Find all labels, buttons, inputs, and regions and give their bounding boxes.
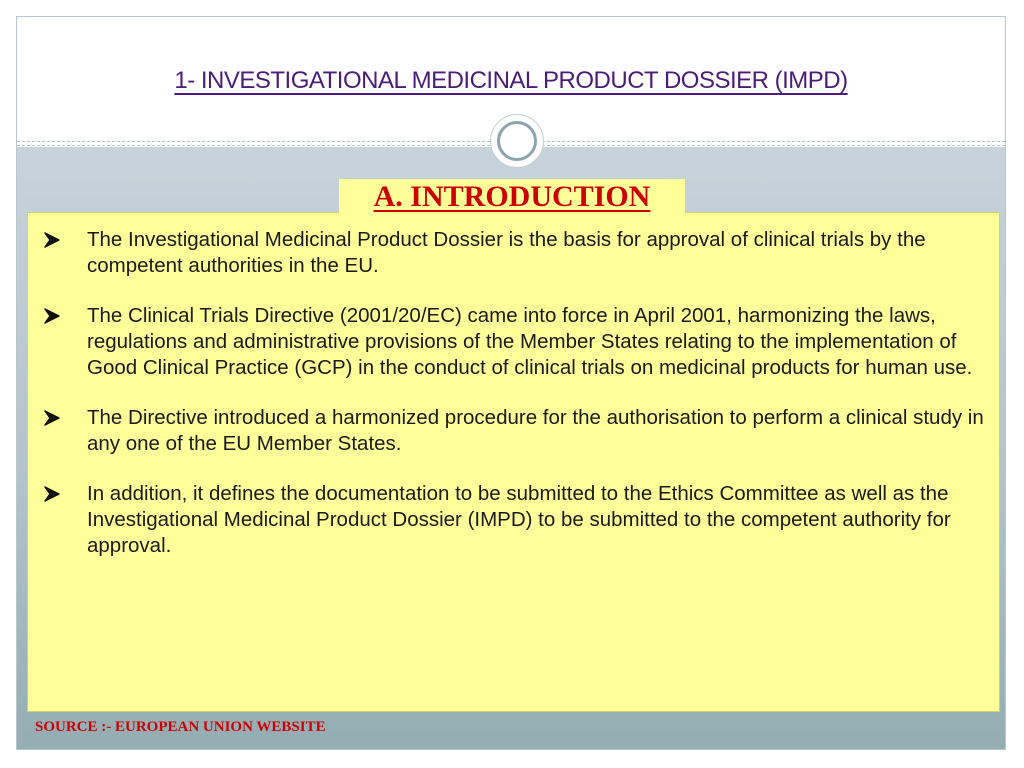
- bullet-item: [29, 303, 989, 381]
- circle-ornament-inner: [497, 121, 537, 161]
- bullet-item: [29, 405, 989, 457]
- bullet-item: [29, 481, 989, 559]
- slide: [16, 16, 1006, 750]
- slide-title: [17, 67, 1005, 95]
- source-note: SOURCE :- EUROPEAN UNION WEBSITE: [35, 719, 326, 735]
- bullet-text: The Clinical Trials Directive (2001/20/EC) came into force in April 2001, harmonizing the laws, regulations and administrative provisions of the Member States relating to the implementation of Good Clinical Practice (GCP) in the conduct of clinical trials on medicinal products for human use.: [87, 304, 973, 379]
- bullet-item: [29, 227, 989, 279]
- arrow-right-bullet-icon: [43, 408, 63, 428]
- arrow-right-bullet-icon: [43, 484, 63, 504]
- bullet-text: The Investigational Medicinal Product Dossier is the basis for approval of clinical trials by the competent authorities in the EU.: [87, 228, 926, 277]
- bullet-text: The Directive introduced a harmonized procedure for the authorisation to perform a clinical study in any one of the EU Member States.: [87, 406, 984, 455]
- bullet-text: In addition, it defines the documentation to be submitted to the Ethics Committee as well as the Investigational Medicinal Product Dossier (IMPD) to be submitted to the competent authority for approval.: [87, 482, 951, 557]
- circle-ornament-icon: [490, 114, 544, 168]
- arrow-right-bullet-icon: [43, 230, 63, 250]
- bullet-list: [29, 227, 989, 583]
- arrow-right-bullet-icon: [43, 306, 63, 326]
- slide-title-text: 1- INVESTIGATIONAL MEDICINAL PRODUCT DOSSIER (IMPD): [174, 67, 848, 94]
- section-heading: [339, 179, 685, 215]
- section-heading-text: A. INTRODUCTION: [373, 180, 651, 213]
